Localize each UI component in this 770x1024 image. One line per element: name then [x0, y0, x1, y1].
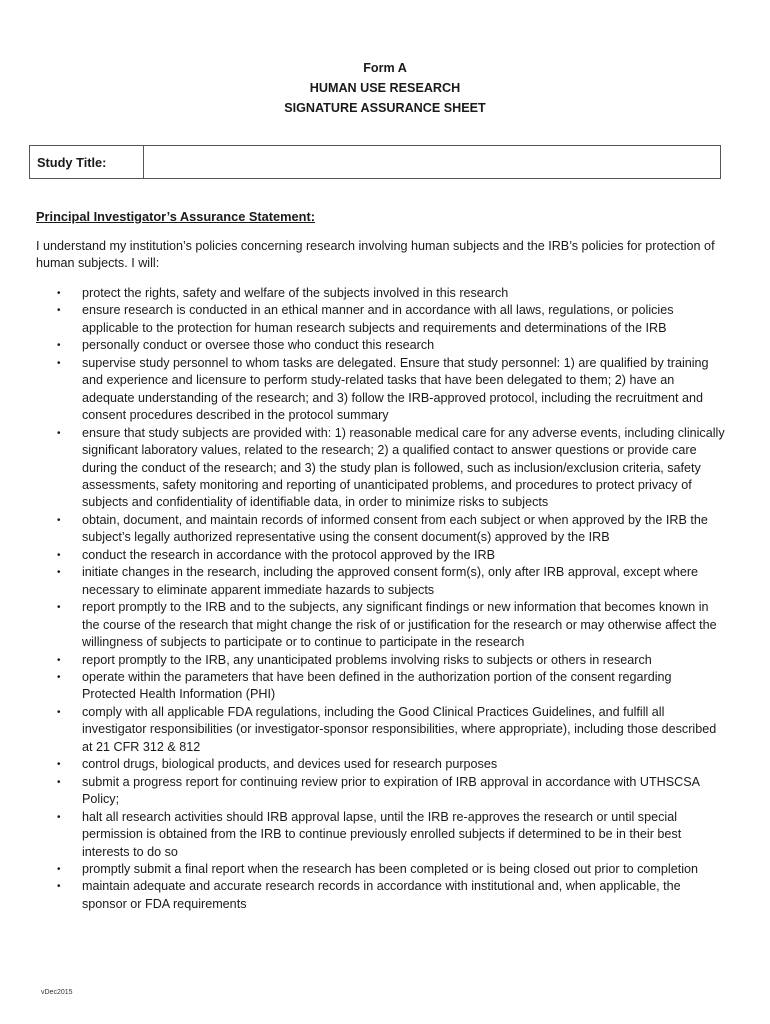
list-item-text: submit a progress report for continuing review prior to expiration of IRB approval in accordance with UTHSCSA Policy; — [82, 774, 700, 807]
version-footer: vDec2015 — [41, 989, 73, 996]
list-item — [0, 878, 770, 913]
list-item — [0, 512, 770, 547]
list-item — [0, 809, 770, 861]
bullet-icon: • — [57, 549, 61, 561]
bullet-icon: • — [57, 514, 61, 526]
list-item — [0, 704, 770, 756]
list-item — [0, 285, 770, 302]
list-item — [0, 355, 770, 425]
study-title-table — [29, 145, 721, 179]
list-item — [0, 337, 770, 354]
form-subtitle: SIGNATURE ASSURANCE SHEET — [284, 101, 486, 115]
list-item-text: personally conduct or oversee those who conduct this research — [82, 338, 435, 353]
list-item-text: report promptly to the IRB and to the subjects, any significant findings or new information that becomes known in the course of the research that might change the risk of or justification for the research or may otherwise affect the willingness of subjects to participate or to continue to participate in the research — [82, 600, 717, 650]
bullet-icon: • — [57, 863, 61, 875]
bullet-icon: • — [57, 602, 61, 614]
list-item-text: obtain, document, and maintain records of informed consent from each subject or when approved by the IRB the subject’s legally authorized representative using the consent document(s) approved by the IRB — [82, 512, 708, 545]
list-item-text: halt all research activities should IRB approval lapse, until the IRB re-approves the research or until special permission is obtained from the IRB to continue previously enrolled subjects if determined to be in their best interests to do so — [82, 809, 682, 859]
list-item — [0, 861, 770, 878]
study-title-label: Study Title: — [30, 146, 144, 178]
bullet-icon: • — [57, 654, 61, 666]
form-label: Form A — [363, 61, 407, 75]
form-header — [0, 58, 770, 118]
list-item — [0, 599, 770, 651]
assurance-list — [0, 285, 770, 913]
assurance-heading: Principal Investigator’s Assurance Statement: — [36, 209, 316, 224]
bullet-icon: • — [57, 357, 61, 369]
list-item — [0, 547, 770, 564]
list-item-text: initiate changes in the research, including the approved consent form(s), only after IRB approval, except where necessary to eliminate apparent immediate hazards to subjects — [82, 565, 699, 597]
list-item-text: comply with all applicable FDA regulations, including the Good Clinical Practices Guidelines, and fulfill all investigator responsibilities (or investigator-sponsor responsibilities, where appropriate), including those described at 21 CFR 312 & 812 — [82, 704, 717, 754]
list-item — [0, 564, 770, 599]
bullet-icon: • — [57, 759, 61, 771]
list-item — [0, 756, 770, 773]
bullet-icon: • — [57, 288, 61, 299]
list-item — [0, 425, 770, 512]
bullet-icon: • — [57, 305, 61, 317]
study-title-field[interactable] — [144, 146, 720, 178]
bullet-icon: • — [57, 567, 61, 579]
list-item-text: control drugs, biological products, and devices used for research purposes — [82, 757, 498, 772]
bullet-icon: • — [57, 881, 61, 893]
list-item-text: operate within the parameters that have been defined in the authorization portion of the consent regarding Protected Health Information (PHI) — [82, 669, 672, 702]
list-item-text: conduct the research in accordance with the protocol approved by the IRB — [82, 547, 496, 562]
list-item — [0, 774, 770, 809]
bullet-icon: • — [57, 706, 61, 718]
list-item — [0, 652, 770, 669]
list-item-text: report promptly to the IRB, any unanticipated problems involving risks to subjects or others in research — [82, 652, 652, 667]
list-item-text: protect the rights, safety and welfare of the subjects involved in this research — [82, 286, 509, 300]
list-item-text: supervise study personnel to whom tasks are delegated. Ensure that study personnel: 1) are qualified by training and experience and licensure to perform study-related tasks that have been delegated to them; 2) have an adequate understanding of the research; and 3) follow the IRB-approved protocol, including the recruitment and consent procedures described in the protocol summary — [82, 355, 709, 423]
bullet-icon: • — [57, 340, 61, 352]
list-item-text: ensure that study subjects are provided with: 1) reasonable medical care for any adverse events, including clinically significant laboratory values, related to the research; 2) a qualified contact to answer questions or provide care during the conduct of the research; and 3) the study plan is followed, such as inclusion/exclusion criteria, safety assessments, safety monitoring and reporting of unanticipated problems, and procedures to protect privacy of subjects and confidentiality of identifiable data, in order to minimize risks to subjects — [82, 425, 725, 510]
bullet-icon: • — [57, 427, 61, 439]
bullet-icon: • — [57, 776, 61, 788]
bullet-icon: • — [57, 811, 61, 823]
list-item-text: ensure research is conducted in an ethical manner and in accordance with all laws, regulations, or policies applicable to the protection for human research subjects and requirements and determinations of the IRB — [82, 303, 674, 335]
list-item — [0, 669, 770, 704]
assurance-intro: I understand my institution’s policies concerning research involving human subjects and the IRB’s policies for protection of human subjects. I will: — [36, 239, 715, 271]
bullet-icon: • — [57, 671, 61, 683]
form-title: HUMAN USE RESEARCH — [309, 81, 461, 95]
list-item-text: maintain adequate and accurate research records in accordance with institutional and, when applicable, the sponsor or FDA requirements — [82, 879, 681, 911]
list-item — [0, 302, 770, 337]
list-item-text: promptly submit a final report when the research has been completed or is being closed out prior to completion — [82, 861, 699, 876]
